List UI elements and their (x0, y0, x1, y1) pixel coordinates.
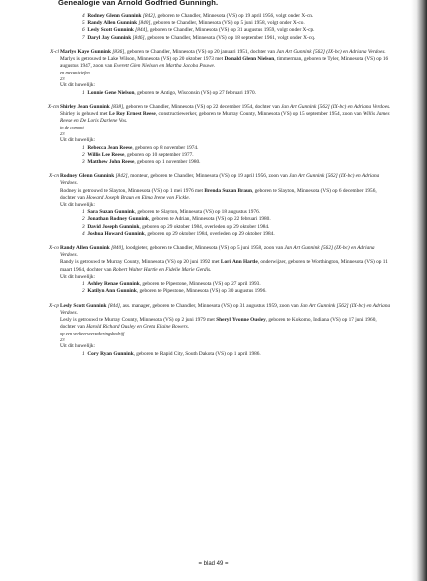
child-number: 2 (82, 288, 85, 295)
child-ref: [846] (132, 34, 145, 41)
children-heading: Uit dit huwelijk: (60, 343, 96, 350)
spouse-parents: Everett Glen Nielson en Martha Jacoba Pouwe. (113, 63, 216, 70)
child-text: , geboren op 8 november 1974. (132, 144, 199, 151)
child-number: 3 (82, 159, 85, 166)
spouse-name: Lori Ann Hartle (220, 259, 258, 266)
page-number: = blad 49 = (198, 561, 229, 567)
person-entry (46, 173, 392, 238)
child-text: , geboren te Pipestone, Minnesota (VS) op 27 april 1993. (139, 281, 261, 288)
entry-code: X-cm (47, 103, 59, 110)
spouse-parents: Willis James Reese en De Loris Darlene Vos. (60, 111, 390, 125)
person-ref: [844] (107, 302, 120, 309)
children-list (60, 281, 392, 295)
handwritten-note: in de comont (60, 125, 84, 131)
child-text: , geboren te Chandler, Minnesota (VS) op 31 augustus 1959, volgt onder X-cp. (147, 27, 315, 34)
child-text: , geboren op 29 oktober 1984, overleden op 29 oktober 1984. (139, 223, 270, 230)
person-ref: [840] (111, 245, 124, 252)
marriage-post: , onderwijzer, geboren te Worthington, Minnesota (VS) op 11 maart 1964, dochter van (60, 259, 388, 273)
page-header (58, 0, 218, 9)
child-text: , geboren te Adrian, Minnesota (VS) op 22 februari 1980. (148, 216, 271, 223)
spouse-parents: Harold Richard Ousley en Greta Elaine Bowers. (86, 324, 190, 331)
person-name: Lesly Scott Gunnink (60, 302, 107, 309)
child-ref: [840] (138, 20, 151, 27)
marriage-line (60, 188, 392, 202)
child-text: , geboren te Antigo, Wisconsin (VS) op 27 februari 1970. (134, 89, 256, 96)
child-text: , geboren te Chandler, Minnesota (VS) op 18 september 1961, volgt onder X-cq. (144, 34, 316, 41)
person-parents: Jan Art Gunnink [562] (IX-bc) en Adriana Verdoes. (60, 173, 380, 187)
child-number: 1 (82, 209, 85, 216)
marriage-pre: Marlys is getrouwd te Lake Wilson, Minnesota (VS) op 20 oktober 1973 met (60, 56, 224, 63)
child-name: Lonnie Gene Nielson (87, 89, 135, 96)
child-number: 6 (82, 27, 85, 34)
child-line (60, 224, 392, 231)
child-ref: [842] (142, 13, 155, 19)
person-parents: Jan Art Gunnink [562] (IX-bc) en Adriana Verdoes. (276, 48, 386, 55)
marriage-pre: Rodney is getrouwd te Slayton, Minnesota (VS) op 1 mei 1976 met (60, 187, 204, 194)
person-intro: , geboren te Chandler, Minnesota (VS) op 22 december 1954, dochter van (123, 103, 280, 110)
spouse-parents: Howard Joseph Braun en Elma Irene von Fickle. (86, 194, 190, 201)
handwritten-note: op een verkeersverzekeringsbedrijf (60, 331, 125, 337)
person-parents: Jan Art Gunnink [562] (IX-bc) en Adriana Verdoes. (60, 302, 391, 316)
marriage-line (60, 111, 392, 125)
document-body (46, 13, 392, 358)
child-line (60, 90, 392, 97)
child-name: Matthew John Reese (87, 159, 135, 166)
child-name: Randy Allen Gunnink (87, 20, 138, 27)
child-number: 2 (82, 216, 85, 223)
person-intro: , loodgieter, geboren te Chandler, Minnesota (VS) op 5 juni 1958, zoon van (123, 245, 284, 252)
children-list (60, 351, 392, 358)
entry-intro (60, 173, 392, 187)
child-name: Sara Suzan Gunnink (87, 209, 135, 216)
person-name: Rodney Glenn Gunnink (60, 173, 115, 180)
note-number: 23 (60, 76, 65, 82)
child-line (60, 231, 392, 238)
child-text: , geboren op 10 september 1977. (124, 151, 194, 158)
header-title: Genealogie van Arnold Godfried Gunningh. (58, 0, 219, 7)
children-list (60, 90, 392, 97)
child-line (46, 27, 392, 34)
child-name: Joshua Howard Gunnink (87, 230, 145, 237)
person-intro: , ass. manager, geboren te Chandler, Minnesota (VS) op 31 augustus 1959, zoon van (119, 302, 299, 309)
person-entry (46, 49, 392, 97)
entry-intro (60, 245, 392, 259)
marriage-pre: Shirley is gehuwd met (60, 111, 108, 118)
child-line (60, 216, 392, 223)
children-list (60, 209, 392, 238)
marriage-pre: Randy is getrouwd te Murray County, Minnesota (VS) op 20 juni 1992 met (60, 259, 220, 266)
child-name: Katilyn Ann Gunnink (87, 288, 137, 295)
child-line (60, 145, 392, 152)
spouse-name: Brenda Suzan Braun (204, 187, 252, 194)
child-text: , geboren te Slayton, Minnesota (VS) op 18 augustus 1976. (134, 209, 261, 216)
entry-code: X-co (49, 245, 59, 252)
child-name: Rebecca Jean Reese (87, 144, 133, 151)
person-intro: , geboren te Chandler, Minnesota (VS) op 20 januari 1951, dochter van (124, 48, 276, 55)
child-name: Rodney Glenn Gunnink (87, 13, 142, 19)
children-heading: Uit dit huwelijk: (60, 273, 96, 280)
child-text: , geboren te Chandler, Minnesota (VS) op 5 juni 1958, volgt onder X-co. (150, 20, 305, 27)
child-number: 4 (82, 13, 85, 19)
marriage-pre: Lesly is getrouwd te Murray County, Minnesota (VS) op 2 juni 1979 met (60, 316, 215, 323)
entries-list (46, 49, 392, 358)
child-number: 1 (82, 89, 85, 96)
marriage-post: , timmerman, geboren te Tyler, Minnesota (VS) op 16 augustus 1947, zoon van (60, 56, 389, 70)
child-number: 1 (82, 281, 85, 288)
child-name: Willis Lee Reese (87, 151, 125, 158)
child-number: 2 (82, 151, 85, 158)
children-heading: Uit dit huwelijk: (60, 202, 96, 209)
person-entry (46, 303, 392, 358)
marriage-post: , geboren te Kokomo, Indiana (VS) op 17 juni 1960, dochter van (60, 316, 377, 331)
child-line (60, 159, 392, 166)
note-number: 23 (60, 337, 65, 343)
spouse-parents: Robert Walter Hartle en Fidelie Marie Gerdis. (112, 266, 212, 273)
child-text: , geboren op 1 november 1980. (134, 159, 201, 166)
child-text: , geboren te Pipestone, Minnesota (VS) op 30 augustus 1996. (136, 288, 267, 295)
marriage-post: , constructiewerker, geboren te Murray County, Minnesota (VS) op 15 september 1954, zoon van (155, 111, 362, 118)
person-entry (46, 104, 392, 166)
child-number: 5 (82, 20, 85, 27)
note-number: 23 (60, 131, 65, 137)
person-parents: Jan Art Gunnink [562] (IX-bc) en Adriana Verdoes. (60, 245, 375, 259)
spouse-name: Sheryl Yvonne Ousley (216, 316, 266, 323)
entry-code: X-cn (49, 173, 59, 180)
child-name: Jonathan Rodney Gunnink (87, 216, 149, 223)
child-number: 1 (82, 350, 85, 357)
child-number: 7 (82, 34, 85, 41)
spouse-name: Le Roy Ernest Reese (108, 111, 156, 118)
child-text: , geboren te Rapid City, South Dakota (VS) op 1 april 1986. (133, 350, 261, 357)
person-ref: [838] (111, 103, 124, 110)
child-line (60, 288, 392, 295)
handwritten-note: en mecuniciefen (60, 70, 90, 76)
entry-code: X-cl (50, 48, 59, 55)
person-name: Shirley Jean Gunnink (60, 103, 110, 110)
top-children-list (46, 13, 392, 42)
spouse-name: Donald Glenn Nielson (224, 56, 275, 63)
person-name: Randy Allen Gunnink (60, 245, 110, 252)
children-heading: Uit dit huwelijk: (60, 137, 96, 144)
child-number: 1 (82, 144, 85, 151)
child-text: , geboren op 29 oktober 1984, overleden op 29 oktober 1984. (144, 230, 275, 237)
page-footer (0, 561, 427, 567)
marriage-line (60, 317, 392, 331)
person-entry (46, 245, 392, 295)
child-line (60, 152, 392, 159)
child-name: Lesly Scott Gunnink (87, 27, 134, 34)
entry-intro (60, 104, 392, 111)
child-name: Cory Ryan Gunnink (87, 350, 134, 357)
marriage-post: , geboren te Slayton, Minnesota (VS) op 6 december 1956, dochter van (60, 187, 377, 201)
person-intro: , monteur, geboren te Chandler, Minnesota (VS) op 19 april 1956, zoon van (127, 173, 288, 180)
child-line (46, 35, 392, 42)
child-number: 3 (82, 223, 85, 230)
marriage-line (60, 259, 392, 273)
child-text: , geboren te Chandler, Minnesota (VS) op 19 april 1956, volgt onder X-cn. (154, 13, 314, 19)
person-ref: [836] (112, 48, 125, 55)
person-ref: [842] (115, 173, 128, 180)
children-heading: Uit dit huwelijk: (60, 82, 96, 89)
marriage-line (60, 56, 392, 70)
person-name: Marlys Kaye Gunnink (60, 48, 111, 55)
child-line (60, 351, 392, 358)
entry-intro (60, 49, 392, 56)
children-list (60, 145, 392, 167)
person-parents: Jan Art Gunnink [562] (IX-bc) en Adriana Verdoes. (281, 103, 391, 110)
entry-intro (60, 303, 392, 317)
child-number: 4 (82, 230, 85, 237)
entry-code: X-cp (49, 302, 59, 309)
scan-page-edge (411, 0, 427, 581)
child-ref: [844] (135, 27, 148, 34)
child-name: Daryl Jay Gunnink (87, 34, 132, 41)
child-name: Ashley Renae Gunnink (87, 281, 140, 288)
child-name: David Joseph Gunnink (87, 223, 140, 230)
